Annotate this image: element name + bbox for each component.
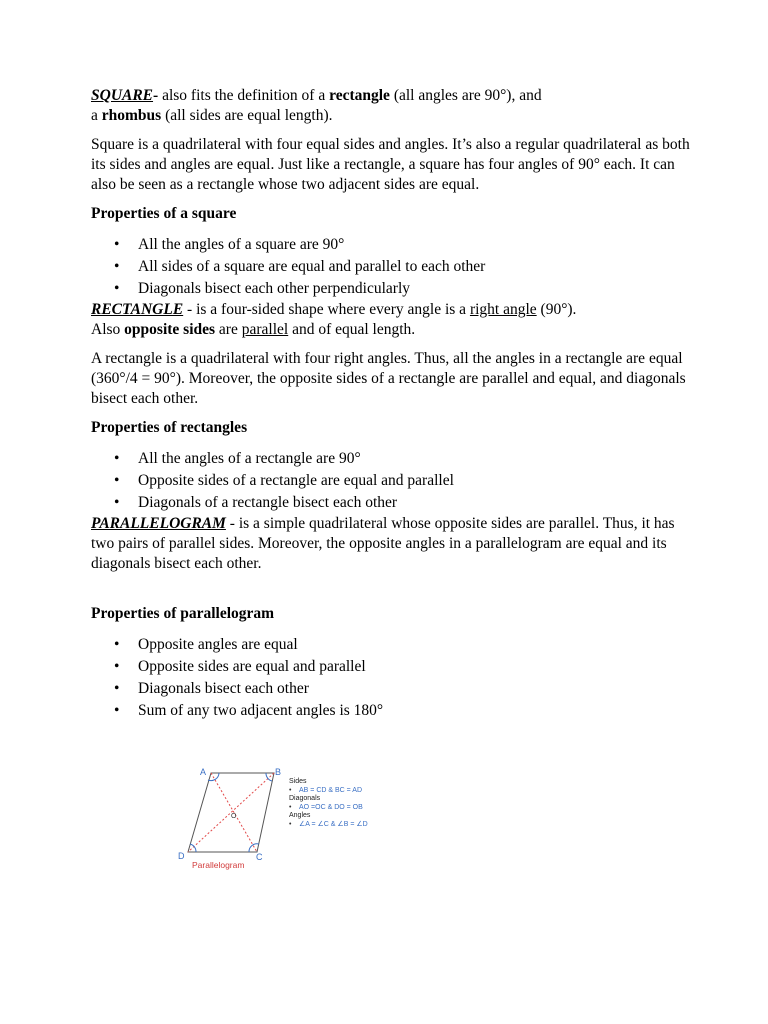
list-item: • Opposite angles are equal <box>91 634 691 656</box>
parallelogram-term: PARALLELOGRAM <box>91 515 226 532</box>
list-item: • Sum of any two adjacent angles is 180° <box>91 700 691 722</box>
center-label-o: O <box>231 813 237 820</box>
parallelogram-intro <box>91 514 691 574</box>
rectangle-properties-list <box>91 448 691 514</box>
list-item: • Opposite sides of a rectangle are equal and parallel <box>91 470 691 492</box>
list-item: • Opposite sides are equal and parallel <box>91 656 691 678</box>
angle-arc-d <box>190 844 196 852</box>
square-properties-heading: Properties of a square <box>91 205 237 222</box>
document-body <box>91 86 691 722</box>
square-rectangle-word: rectangle <box>329 87 390 104</box>
legend-angles-heading: Angles <box>289 812 311 819</box>
rectangle-intro-text-d: are <box>215 321 242 338</box>
rectangle-term: RECTANGLE <box>91 301 184 318</box>
vertex-label-b: B <box>275 767 282 777</box>
rectangle-intro-text-c: Also <box>91 321 125 338</box>
list-item: • Diagonals bisect each other <box>91 678 691 700</box>
opposite-sides-word: opposite sides <box>124 321 216 338</box>
vertex-label-c: C <box>256 852 263 862</box>
list-item: • All sides of a square are equal and parallel to each other <box>91 256 691 278</box>
parallel-link: parallel <box>241 321 289 338</box>
legend-diagonals-heading: Diagonals <box>289 795 321 802</box>
right-angle-link: right angle <box>469 301 537 318</box>
vertex-label-a: A <box>200 767 207 777</box>
rectangle-intro-text-e: and of equal length. <box>288 321 416 338</box>
list-item: • All the angles of a square are 90° <box>91 234 691 256</box>
square-dash: - <box>153 87 163 104</box>
square-intro-text-a: also fits the definition of a <box>162 87 330 104</box>
square-intro-text-c: a <box>91 107 102 124</box>
legend-angles-item: • ∠A = ∠C & ∠B = ∠D <box>289 821 368 830</box>
rectangle-intro-text-b: (90°). <box>536 301 577 318</box>
rectangle-paragraph: A rectangle is a quadrilateral with four right angles. Thus, all the angles in a rectangle are equal (360°/4 = 90°). Moreover, the opposite sides of a rectangle are parallel and equal, and diagonals bisect each other. <box>91 350 686 407</box>
square-paragraph: Square is a quadrilateral with four equal sides and angles. It’s also a regular quadrilateral as both its sides and angles are equal. Just like a rectangle, a square has four angles of 90° each. It can also be seen as a rectangle whose two adjacent sides are equal. <box>91 136 690 193</box>
legend-sides-item: • AB = CD & BC = AD <box>289 787 368 796</box>
legend-diagonals-item: • AO =OC & DO = OB <box>289 804 368 813</box>
parallelogram-properties-heading: Properties of parallelogram <box>91 605 275 622</box>
parallelogram-properties-list <box>91 634 691 722</box>
rectangle-intro-text-a: - is a four-sided shape where every angle is a <box>183 301 470 318</box>
square-rhombus-word: rhombus <box>101 107 162 124</box>
vertex-label-d: D <box>178 851 185 861</box>
list-item: • Diagonals bisect each other perpendicularly <box>91 278 691 300</box>
square-properties-list <box>91 234 691 300</box>
figure-legend <box>289 778 368 829</box>
square-intro <box>91 86 691 126</box>
square-intro-text-d: (all sides are equal length). <box>161 107 333 124</box>
parallelogram-figure <box>175 764 385 874</box>
list-item: • All the angles of a rectangle are 90° <box>91 448 691 470</box>
rectangle-properties-heading: Properties of rectangles <box>91 419 248 436</box>
list-item: • Diagonals of a rectangle bisect each other <box>91 492 691 514</box>
square-intro-text-b: (all angles are 90°), and <box>389 87 542 104</box>
figure-caption: Parallelogram <box>192 860 245 870</box>
rectangle-intro <box>91 300 691 340</box>
square-term: SQUARE <box>91 87 154 104</box>
parallelogram-intro-text: - is a simple quadrilateral whose opposite sides are parallel. Thus, it has two pairs of parallel sides. Moreover, the opposite angles in a parallelogram are equal and its diagonals bisect each other. <box>91 515 675 572</box>
legend-sides-heading: Sides <box>289 778 307 785</box>
